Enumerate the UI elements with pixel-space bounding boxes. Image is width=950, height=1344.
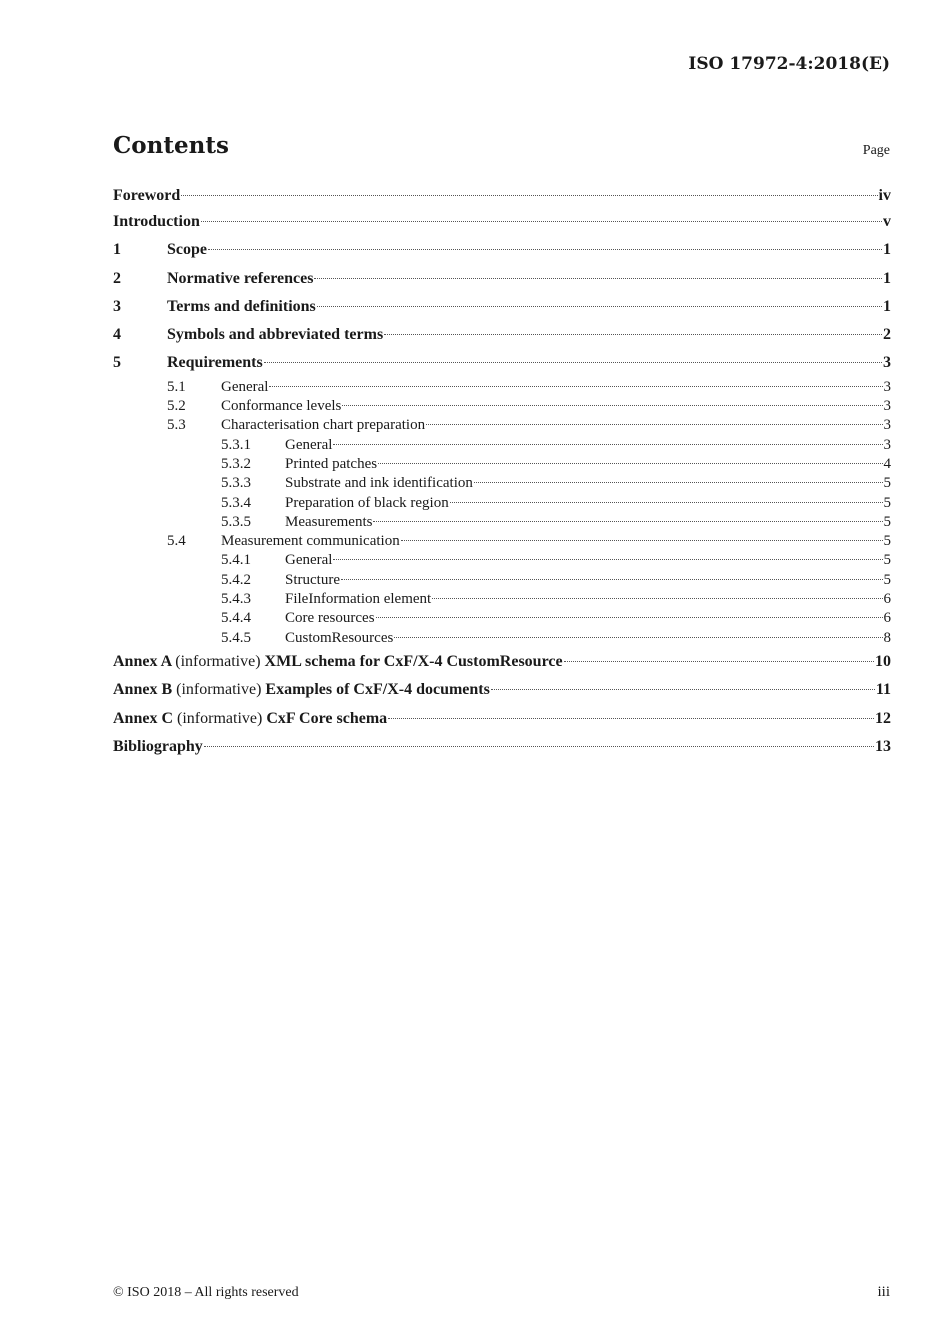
dot-leader (373, 520, 882, 522)
dot-leader (264, 361, 882, 363)
toc-entry-page: 1 (883, 297, 891, 315)
dot-leader (491, 688, 875, 690)
toc-entry-page: 8 (883, 629, 891, 646)
toc-entry-title: Preparation of black region (285, 494, 449, 511)
toc-entry-number: 5.3.4 (221, 494, 251, 511)
toc-entry-page: 11 (875, 681, 891, 699)
toc-entry[interactable] (113, 184, 891, 208)
toc-entry-page: 5 (883, 571, 891, 588)
toc-entry-number: 3 (113, 297, 121, 315)
toc-entry-number: 5.4.3 (221, 591, 251, 608)
dot-leader (474, 481, 883, 483)
dot-leader (378, 462, 882, 464)
toc-entry[interactable] (113, 676, 891, 704)
toc-entry-title: Symbols and abbreviated terms (167, 326, 384, 344)
toc-entry-number: 5.4.5 (221, 629, 251, 646)
dot-leader (564, 660, 874, 662)
dot-leader (376, 616, 883, 618)
toc-entry-page: 1 (883, 241, 891, 259)
toc-entry-page: 3 (883, 398, 891, 415)
toc-entry-page: 1 (883, 269, 891, 287)
annex-label: Annex B (113, 681, 173, 699)
dot-leader (384, 333, 882, 335)
toc-entry[interactable] (113, 208, 891, 236)
toc-entry-page: 4 (883, 455, 891, 472)
dot-leader (204, 745, 874, 747)
toc-entry-page: 6 (883, 591, 891, 608)
toc-entry-title: Characterisation chart preparation (221, 417, 426, 434)
toc-entry-page: 3 (883, 378, 891, 395)
dot-leader (394, 636, 882, 638)
toc-entry[interactable] (113, 609, 891, 628)
toc-entry-number: 5.3.3 (221, 475, 251, 492)
dot-leader (208, 248, 882, 250)
toc-entry[interactable] (113, 416, 891, 435)
toc-entry-page: 5 (883, 494, 891, 511)
annex-kind: (informative) (176, 681, 262, 699)
toc-entry-title: Structure (285, 571, 340, 588)
toc-entry-number: 5.3.5 (221, 513, 251, 530)
toc-entry-number: 5.3.2 (221, 455, 251, 472)
toc-entry-page: 5 (883, 552, 891, 569)
toc-entry[interactable] (113, 293, 891, 321)
page-column-label: Page (862, 143, 890, 158)
toc-entry-number: 5.4.4 (221, 610, 251, 627)
annex-label: Annex A (113, 652, 172, 670)
dot-leader (450, 501, 883, 503)
toc-entry-page: v (883, 213, 891, 230)
toc-entry-number: 5.2 (167, 398, 186, 415)
dot-leader (432, 597, 882, 599)
dot-leader (426, 423, 882, 425)
document-code: ISO 17972-4:2018(E) (688, 54, 890, 74)
dot-leader (314, 277, 882, 279)
dot-leader (181, 194, 877, 196)
toc-entry-title: Substrate and ink identification (285, 475, 473, 492)
contents-title: Contents (113, 132, 229, 159)
toc-entry-title: Normative references (167, 269, 314, 287)
toc-entry-title: Measurements (285, 513, 373, 530)
annex-title: Examples of CxF/X-4 documents (265, 681, 490, 699)
toc-entry[interactable] (113, 455, 891, 474)
toc-entry-title: Terms and definitions (167, 297, 316, 315)
dot-leader (341, 578, 883, 580)
toc-entry-number: 4 (113, 326, 121, 344)
toc-entry-title (113, 705, 387, 733)
toc-entry-title: General (221, 378, 269, 395)
toc-entry[interactable] (113, 265, 891, 293)
toc-entry[interactable] (113, 236, 891, 264)
toc-entry[interactable] (113, 629, 891, 648)
toc-entry[interactable] (113, 590, 891, 609)
toc-entry-number: 5.4 (167, 533, 186, 550)
toc-entry-number: 5 (113, 354, 121, 372)
toc-entry-page: 3 (883, 436, 891, 453)
toc-entry-title: Core resources (285, 610, 375, 627)
dot-leader (333, 558, 882, 560)
toc-entry[interactable] (113, 436, 891, 455)
toc-entry-title: CustomResources (285, 629, 394, 646)
dot-leader (269, 385, 882, 387)
page-number: iii (877, 1284, 890, 1300)
dot-leader (388, 717, 874, 719)
toc-entry-number: 5.1 (167, 378, 186, 395)
toc-entry[interactable] (113, 532, 891, 551)
toc-entry-title: Bibliography (113, 737, 203, 755)
dot-leader (333, 443, 882, 445)
toc-entry-title: FileInformation element (285, 591, 432, 608)
toc-entry-title: General (285, 436, 333, 453)
toc-entry-number: 5.3.1 (221, 436, 251, 453)
toc-entry-title (113, 676, 490, 704)
toc-entry[interactable] (113, 378, 891, 397)
toc-entry[interactable] (113, 513, 891, 532)
toc-entry-page: 3 (883, 354, 891, 372)
toc-entry[interactable] (113, 551, 891, 570)
toc-entry[interactable] (113, 349, 891, 377)
toc-entry[interactable] (113, 733, 891, 761)
toc-entry-title: Printed patches (285, 455, 378, 472)
toc-entry-title: Scope (167, 241, 207, 259)
annex-kind: (informative) (175, 652, 261, 670)
toc-entry-number: 2 (113, 269, 121, 287)
dot-leader (342, 404, 882, 406)
toc-entry-title (113, 648, 563, 676)
annex-label: Annex C (113, 709, 174, 727)
toc-entry-page: 10 (875, 652, 891, 670)
toc-entry-number: 5.3 (167, 417, 186, 434)
toc-entry[interactable] (113, 494, 891, 513)
toc-entry-number: 1 (113, 241, 121, 259)
dot-leader (201, 220, 882, 222)
table-of-contents (113, 184, 891, 761)
toc-entry-title: Requirements (167, 354, 263, 372)
toc-entry-page: 2 (883, 326, 891, 344)
toc-entry[interactable] (113, 648, 891, 676)
copyright-notice: © ISO 2018 – All rights reserved (113, 1285, 299, 1300)
toc-entry[interactable] (113, 321, 891, 349)
toc-entry-page: 5 (883, 513, 891, 530)
toc-entry-page: 13 (875, 737, 891, 755)
toc-entry-page: 3 (883, 417, 891, 434)
dot-leader (401, 539, 883, 541)
toc-entry-page: 5 (883, 475, 891, 492)
annex-title: XML schema for CxF/X-4 CustomResource (264, 652, 563, 670)
dot-leader (317, 305, 882, 307)
toc-entry[interactable] (113, 705, 891, 733)
toc-entry-number: 5.4.2 (221, 571, 251, 588)
toc-entry-page: iv (878, 187, 891, 204)
toc-entry[interactable] (113, 474, 891, 493)
toc-entry[interactable] (113, 397, 891, 416)
toc-entry-page: 5 (883, 533, 891, 550)
toc-entry-number: 5.4.1 (221, 552, 251, 569)
toc-entry-title: Introduction (113, 213, 200, 230)
annex-title: CxF Core schema (266, 709, 388, 727)
toc-entry-title: Measurement communication (221, 533, 400, 550)
toc-entry-page: 12 (875, 709, 891, 727)
annex-kind: (informative) (177, 709, 263, 727)
toc-entry-title: Conformance levels (221, 398, 342, 415)
toc-entry-title: Foreword (113, 187, 181, 204)
toc-entry-page: 6 (883, 610, 891, 627)
toc-entry-title: General (285, 552, 333, 569)
toc-entry[interactable] (113, 571, 891, 590)
